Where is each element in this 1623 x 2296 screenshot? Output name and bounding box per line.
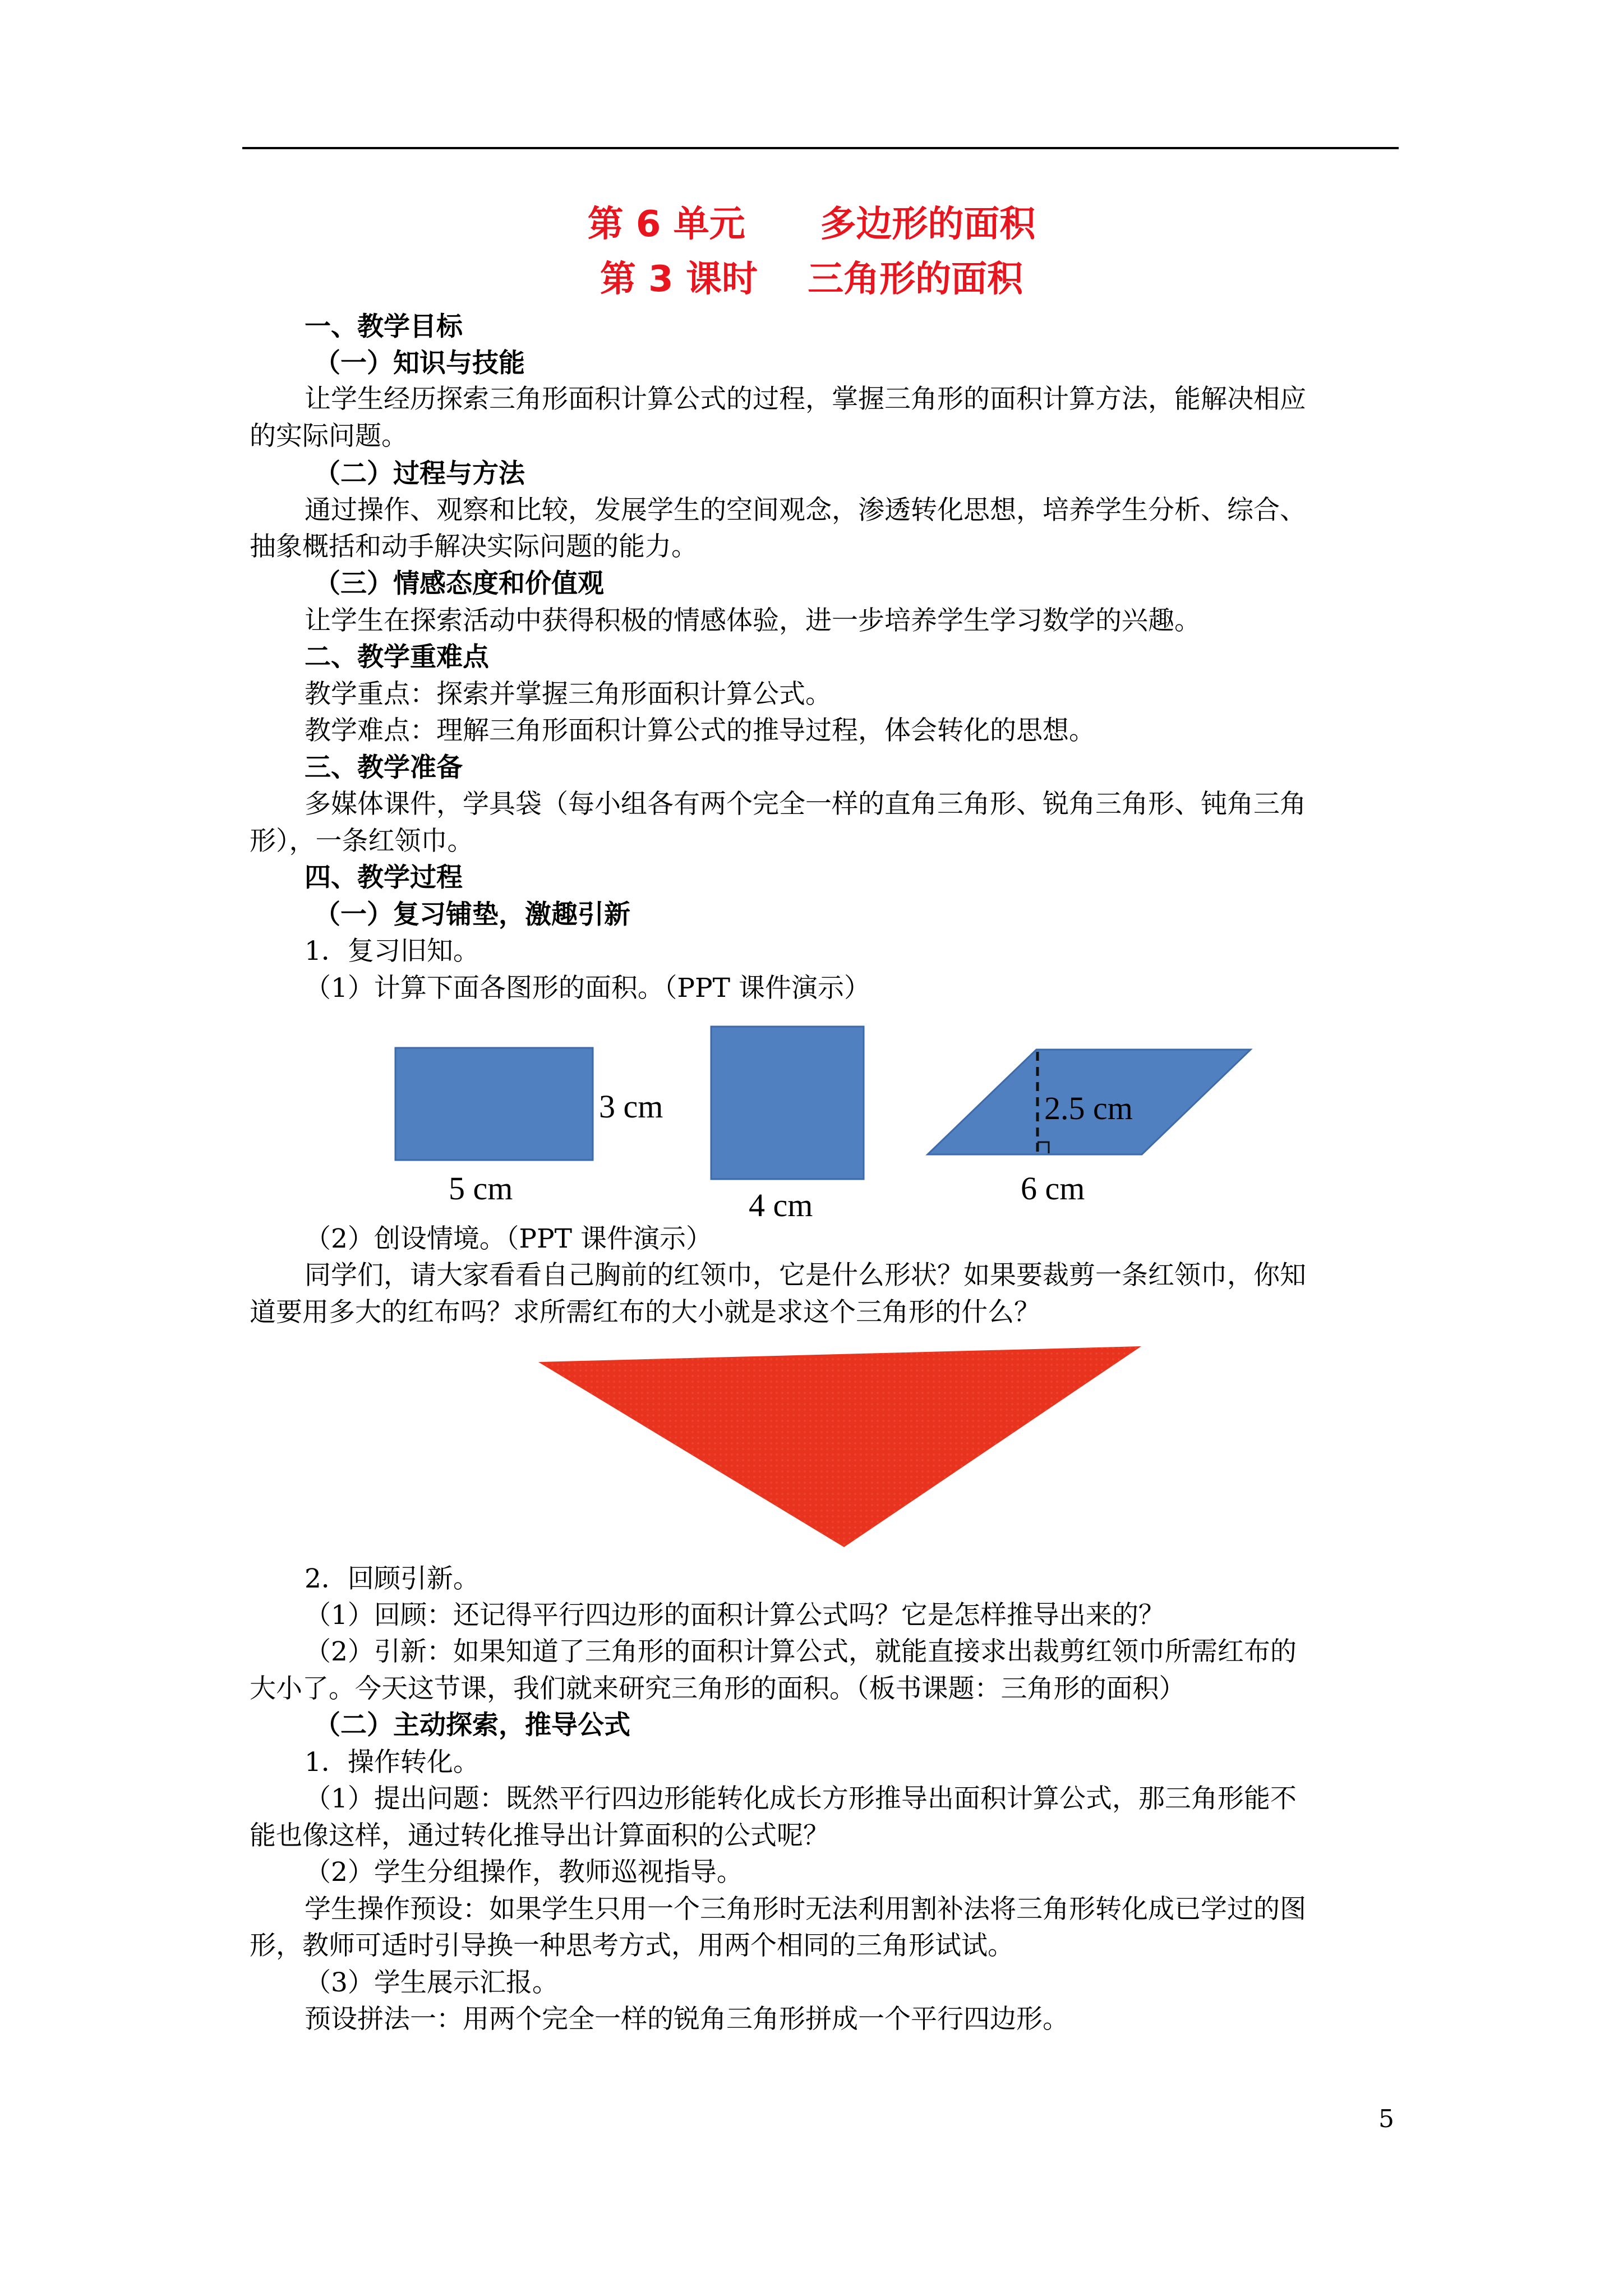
subsection-heading: （二）过程与方法 [314, 458, 525, 489]
paragraph-line: 多媒体课件，学具袋（每小组各有两个完全一样的直角三角形、锐角三角形、钝角三角 [305, 789, 1306, 820]
paragraph-line: 1．复习旧知。 [305, 936, 479, 967]
paragraph-line: 1．操作转化。 [305, 1747, 479, 1778]
paragraph-line: 学生操作预设：如果学生只用一个三角形时无法利用割补法将三角形转化成已学过的图 [305, 1894, 1306, 1925]
paragraph-line: 道要用多大的红布吗？求所需红布的大小就是求这个三角形的什么？ [250, 1297, 1040, 1328]
subsection-heading: （一）复习铺垫，激趣引新 [314, 899, 630, 930]
unit-title: 第 6 单元 多边形的面积 [587, 204, 1036, 245]
paragraph-line: （2）创设情境。（PPT 课件演示） [305, 1223, 712, 1254]
header-rule [242, 147, 1399, 149]
section-heading: 一、教学目标 [305, 311, 463, 342]
section-heading: 二、教学重难点 [305, 642, 489, 673]
paragraph-line: 形），一条红领巾。 [250, 826, 474, 857]
red-scarf-image [538, 1340, 1155, 1553]
paragraph-line: 形，教师可适时引导换一种思考方式，用两个相同的三角形试试。 [250, 1930, 1014, 1961]
paragraph-line: 同学们，请大家看看自己胸前的红领巾，它是什么形状？如果要裁剪一条红领巾，你知 [305, 1260, 1306, 1291]
page-number: 5 [1378, 2105, 1394, 2133]
review-shapes-figure [387, 1021, 1262, 1223]
paragraph-line: 让学生经历探索三角形面积计算公式的过程，掌握三角形的面积计算方法，能解决相应 [305, 384, 1306, 415]
paragraph-line: 让学生在探索活动中获得积极的情感体验，进一步培养学生学习数学的兴趣。 [305, 605, 1201, 636]
paragraph-line: 教学重点：探索并掌握三角形面积计算公式。 [305, 679, 832, 710]
paragraph-line: （1）提出问题：既然平行四边形能转化成长方形推导出面积计算公式，那三角形能不 [305, 1783, 1297, 1814]
paragraph-line: 的实际问题。 [250, 421, 408, 452]
paragraph-line: 2．回顾引新。 [305, 1563, 479, 1594]
subsection-heading: （三）情感态度和价值观 [314, 568, 604, 599]
paragraph-line: 大小了。今天这节课，我们就来研究三角形的面积。（板书课题：三角形的面积） [250, 1673, 1186, 1704]
square-side-label: 4 cm [749, 1187, 813, 1223]
paragraph-line: （1）计算下面各图形的面积。（PPT 课件演示） [305, 973, 870, 1004]
para-base-label: 6 cm [1021, 1170, 1085, 1207]
red-scarf-texture [538, 1346, 1141, 1547]
rect-width-label: 5 cm [449, 1170, 513, 1207]
rectangle-shape [395, 1048, 593, 1160]
paragraph-line: （2）学生分组操作，教师巡视指导。 [305, 1857, 743, 1888]
paragraph-line: （1）回顾：还记得平行四边形的面积计算公式吗？它是怎样推导出来的？ [305, 1600, 1165, 1631]
paragraph-line: （2）引新：如果知道了三角形的面积计算公式，就能直接求出裁剪红领巾所需红布的 [305, 1636, 1297, 1667]
paragraph-line: 教学难点：理解三角形面积计算公式的推导过程，体会转化的思想。 [305, 715, 1095, 746]
paragraph-line: 抽象概括和动手解决实际问题的能力。 [250, 531, 698, 562]
subsection-heading: （二）主动探索，推导公式 [314, 1710, 630, 1741]
section-heading: 四、教学过程 [305, 862, 463, 893]
rect-height-label: 3 cm [599, 1088, 663, 1125]
paragraph-line: 能也像这样，通过转化推导出计算面积的公式呢？ [250, 1820, 829, 1851]
square-shape [711, 1027, 864, 1179]
section-heading: 三、教学准备 [305, 752, 463, 783]
para-height-label: 2.5 cm [1044, 1090, 1133, 1126]
paragraph-line: 通过操作、观察和比较，发展学生的空间观念，渗透转化思想，培养学生分析、综合、 [305, 495, 1306, 526]
lesson-title: 第 3 课时 三角形的面积 [600, 259, 1023, 300]
paragraph-line: 预设拼法一：用两个完全一样的锐角三角形拼成一个平行四边形。 [305, 2004, 1069, 2035]
paragraph-line: （3）学生展示汇报。 [305, 1967, 559, 1998]
subsection-heading: （一）知识与技能 [314, 348, 525, 379]
